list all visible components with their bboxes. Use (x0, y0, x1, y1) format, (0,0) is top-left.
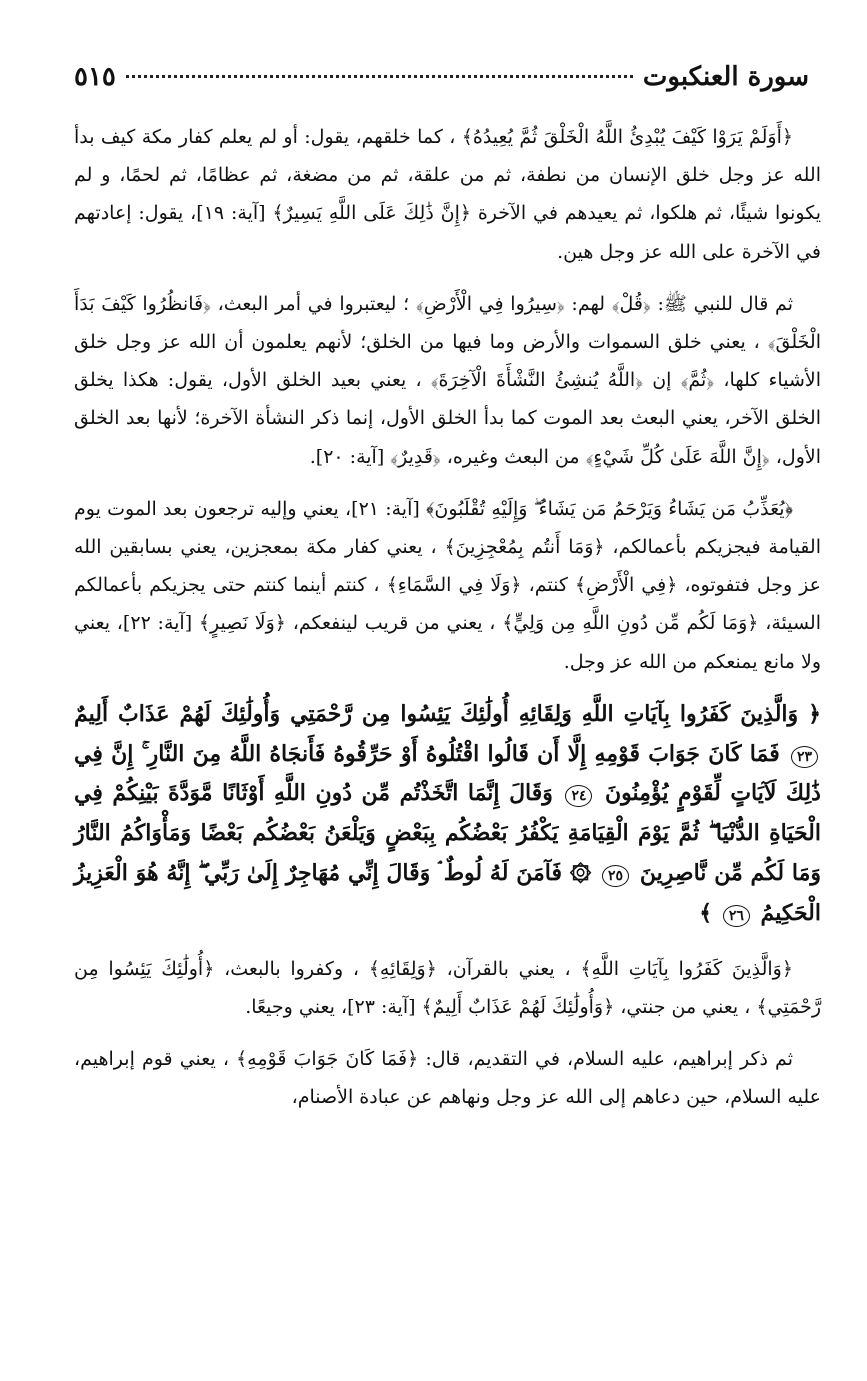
verse-closing-bracket: ﴾ (699, 899, 713, 926)
verse-text: ۞ فَآمَنَ لَهُ لُوطٌ ۘ وَقَالَ إِنِّي مُهَاجِرٌ إِلَىٰ رَبِّي ۖ إِنَّهُ هُوَ الْعَزِيزُ الْحَكِيمُ (74, 860, 821, 926)
commentary-paragraph: ﴿يُعَذِّبُ مَن يَشَاءُ وَيَرْحَمُ مَن يَشَاءُ ۖ وَإِلَيْهِ تُقْلَبُونَ﴾ [آية: ٢١]، يعني وإليه ترجعون بعد الموت يوم القيامة فيجزيكم بأعمالكم، ﴿وَمَا أَنتُم بِمُعْجِزِينَ﴾ ، يعني كفار مكة بمعجزين، يعني بسابقين الله عز وجل فتفوتوه، ﴿فِي الْأَرْضِ﴾ كنتم، ﴿وَلَا فِي السَّمَاءِ﴾ ، كنتم أينما كنتم حتى يجزيكم بأعمالكم السيئة، ﴿وَمَا لَكُم مِّن دُونِ اللَّهِ مِن وَلِيٍّ﴾ ، يعني من قريب لينفعكم، ﴿وَلَا نَصِيرٍ﴾ [آية: ٢٢]، يعني ولا مانع يمنعكم من الله عز وجل. (74, 497, 821, 673)
running-header (74, 62, 809, 102)
leader-dots (126, 75, 633, 78)
commentary-body (74, 118, 821, 1130)
commentary-paragraph: ﴿وَالَّذِينَ كَفَرُوا بِآيَاتِ اللَّهِ﴾ ، يعني بالقرآن، ﴿وَلِقَائِهِ﴾ ، وكفروا بالبعث، ﴿أُولَٰئِكَ يَئِسُوا مِن رَّحْمَتِي﴾ ، يعني من جنتي، ﴿وَأُولَٰئِكَ لَهُمْ عَذَابٌ أَلِيمٌ﴾ [آية: ٢٣]، يعني وجيعًا. (74, 957, 821, 1018)
verse-number-marker: ٢٥ (602, 865, 629, 887)
verse-number-marker: ٢٣ (791, 746, 818, 768)
verse-text: وَقَالَ إِنَّمَا اتَّخَذْتُم مِّن دُونِ اللَّهِ أَوْثَانًا مَّوَدَّةَ بَيْنِكُمْ فِي الْحَيَاةِ الدُّنْيَا ۖ ثُمَّ يَوْمَ الْقِيَامَةِ يَكْفُرُ بَعْضُكُم بِبَعْضٍ وَيَلْعَنُ بَعْضُكُم بَعْضًا وَمَأْوَاكُمُ النَّارُ وَمَا لَكُم مِّن نَّاصِرِينَ (74, 780, 821, 887)
page-number: ٥١٥ (74, 62, 116, 92)
commentary-paragraph: ثم قال للنبي ﷺ: ﴿قُلْ﴾ لهم: ﴿سِيرُوا فِي الْأَرْضِ﴾ ؛ ليعتبروا في أمر البعث، ﴿فَانظُرُوا كَيْفَ بَدَأَ الْخَلْقَ﴾ ، يعني خلق السموات والأرض وما فيها من الخلق؛ لأنهم يعلمون أن الله عز وجل خلق الأشياء كلها، ﴿ثُمَّ﴾ إن ﴿اللَّهُ يُنشِئُ النَّشْأَةَ الْآخِرَةَ﴾ ، يعني بعيد الخلق الأول، يقول: هكذا يخلق الخلق الآخر، يعني البعث بعد الموت كما بدأ الخلق الأول، إنما ذكر النشأة الآخرة؛ لأنها بعد الخلق الأول، ﴿إِنَّ اللَّهَ عَلَىٰ كُلِّ شَيْءٍ﴾ من البعث وغيره، ﴿قَدِيرٌ﴾ [آية: ٢٠]. (74, 292, 821, 468)
verse-number-marker: ٢٦ (723, 905, 750, 927)
quran-verses-block (74, 695, 821, 934)
verse-number-marker: ٢٤ (565, 785, 592, 807)
surah-title: سورة العنكبوت (642, 62, 809, 92)
verse-text: فَمَا كَانَ جَوَابَ قَوْمِهِ إِلَّا أَن قَالُوا اقْتُلُوهُ أَوْ حَرِّقُوهُ فَأَنجَاهُ اللَّهُ مِنَ النَّارِ ۚ إِنَّ فِي ذَٰلِكَ لَآيَاتٍ لِّقَوْمٍ يُؤْمِنُونَ (74, 740, 821, 807)
commentary-paragraph: ثم ذكر إبراهيم، عليه السلام، في التقديم، قال: ﴿فَمَا كَانَ جَوَابَ قَوْمِهِ﴾ ، يعني قوم إبراهيم، عليه السلام، حين دعاهم إلى الله عز وجل ونهاهم عن عبادة الأصنام، (74, 1048, 821, 1109)
verse-text: ﴿ وَالَّذِينَ كَفَرُوا بِآيَاتِ اللَّهِ وَلِقَائِهِ أُولَٰئِكَ يَئِسُوا مِن رَّحْمَتِي وَأُولَٰئِكَ لَهُمْ عَذَابٌ أَلِيمٌ (74, 700, 821, 727)
commentary-paragraph: ﴿أَوَلَمْ يَرَوْا كَيْفَ يُبْدِئُ اللَّهُ الْخَلْقَ ثُمَّ يُعِيدُهُ﴾ ، كما خلقهم، يقول: أو لم يعلم كفار مكة كيف بدأ الله عز وجل خلق الإنسان من نطفة، ثم من علقة، ثم من مضغة، ثم عظامًا، ثم لحمًا، و لم يكونوا شيئًا، ثم هلكوا، ثم يعيدهم في الآخرة ﴿إِنَّ ذَٰلِكَ عَلَى اللَّهِ يَسِيرٌ﴾ [آية: ١٩]، يقول: إعادتهم في الآخرة على الله عز وجل هين. (74, 126, 821, 263)
